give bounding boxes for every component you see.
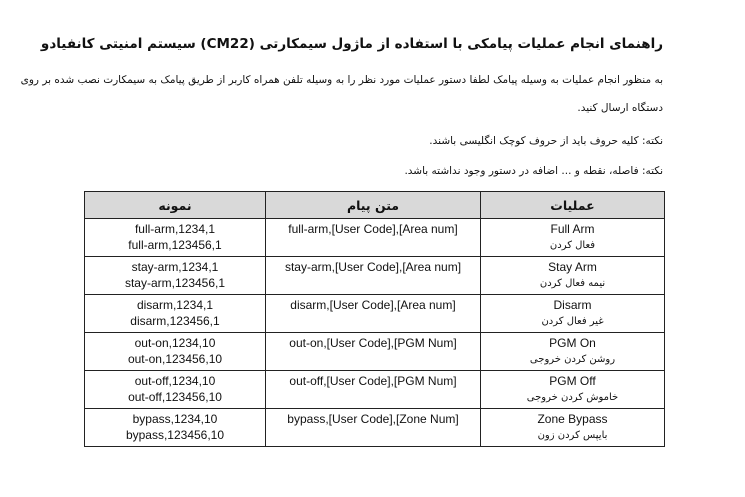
operation-cell — [481, 371, 665, 409]
example-text: out-off,1234,10 — [134, 374, 216, 388]
operation-cell — [481, 409, 665, 447]
table-row — [85, 371, 665, 409]
message-cell — [266, 371, 481, 409]
operation-description: فعال کردن — [549, 240, 596, 251]
message-cell — [266, 295, 481, 333]
note-no-extra-chars: نکته: فاصله، نقطه و ... اضافه در دستور وجود نداشته باشد. — [404, 165, 663, 177]
example-cell — [85, 371, 266, 409]
example-text: disarm,1234,1 — [136, 298, 214, 312]
note-lowercase: نکته: کلیه حروف باید از حروف کوچک انگلیسی باشند. — [429, 135, 663, 147]
operation-name: PGM On — [549, 336, 596, 350]
message-cell — [266, 409, 481, 447]
example-text: stay-arm,1234,1 — [131, 260, 219, 274]
example-text: full-arm,1234,1 — [134, 222, 216, 236]
message-cell — [266, 333, 481, 371]
example-text: out-on,1234,10 — [134, 336, 216, 350]
header-example: نمونه — [85, 192, 266, 219]
table-header-row — [85, 192, 665, 219]
message-text: disarm,[User Code],[Area num] — [290, 298, 456, 312]
operation-description: بایپس کردن زون — [537, 430, 608, 441]
sms-commands-table — [84, 191, 665, 447]
message-text: full-arm,[User Code],[Area num] — [288, 222, 458, 236]
table-row — [85, 409, 665, 447]
table-row — [85, 333, 665, 371]
document-title: راهنمای انجام عملیات پیامکی با استفاده از ماژول سیمکارتی (CM22) سیستم امنیتی کانفیادو — [40, 36, 663, 52]
message-text: stay-arm,[User Code],[Area num] — [284, 260, 462, 274]
table-row — [85, 295, 665, 333]
example-cell — [85, 409, 266, 447]
operation-cell — [481, 333, 665, 371]
example-text: disarm,123456,1 — [130, 314, 220, 328]
operation-cell — [481, 295, 665, 333]
operation-name: Full Arm — [550, 222, 595, 236]
table-row — [85, 257, 665, 295]
intro-paragraph-line-1: به منظور انجام عملیات به وسیله پیامک لطفا دستور عملیات مورد نظر را به وسیله تلفن همراه کاربر از طریق پیامک به سیمکارت نصب شده بر روی — [20, 74, 663, 86]
example-cell — [85, 219, 266, 257]
message-cell — [266, 219, 481, 257]
operation-cell — [481, 219, 665, 257]
operation-name: PGM Off — [549, 374, 596, 388]
example-text: full-arm,123456,1 — [128, 238, 222, 252]
operation-description: نیمه فعال کردن — [539, 278, 606, 289]
operation-description: روشن کردن خروجی — [529, 354, 616, 365]
operation-name: Disarm — [553, 298, 592, 312]
example-text: out-off,123456,10 — [128, 390, 222, 404]
example-cell — [85, 257, 266, 295]
example-cell — [85, 333, 266, 371]
operation-description: غیر فعال کردن — [541, 316, 604, 327]
operation-cell — [481, 257, 665, 295]
operation-description: خاموش کردن خروجی — [526, 392, 619, 403]
example-text: out-on,123456,10 — [127, 352, 223, 366]
message-cell — [266, 257, 481, 295]
table-row — [85, 219, 665, 257]
message-text: bypass,[User Code],[Zone Num] — [287, 412, 459, 426]
example-text: bypass,1234,10 — [132, 412, 218, 426]
operation-name: Stay Arm — [548, 260, 597, 274]
intro-paragraph-line-2: دستگاه ارسال کنید. — [577, 102, 663, 114]
example-text: stay-arm,123456,1 — [124, 276, 226, 290]
example-text: bypass,123456,10 — [125, 428, 225, 442]
message-text: out-on,[User Code],[PGM Num] — [289, 336, 457, 350]
operation-name: Zone Bypass — [537, 412, 608, 426]
message-text: out-off,[User Code],[PGM Num] — [289, 374, 457, 388]
example-cell — [85, 295, 266, 333]
header-message: متن پیام — [266, 192, 481, 219]
header-operation: عملیات — [481, 192, 665, 219]
